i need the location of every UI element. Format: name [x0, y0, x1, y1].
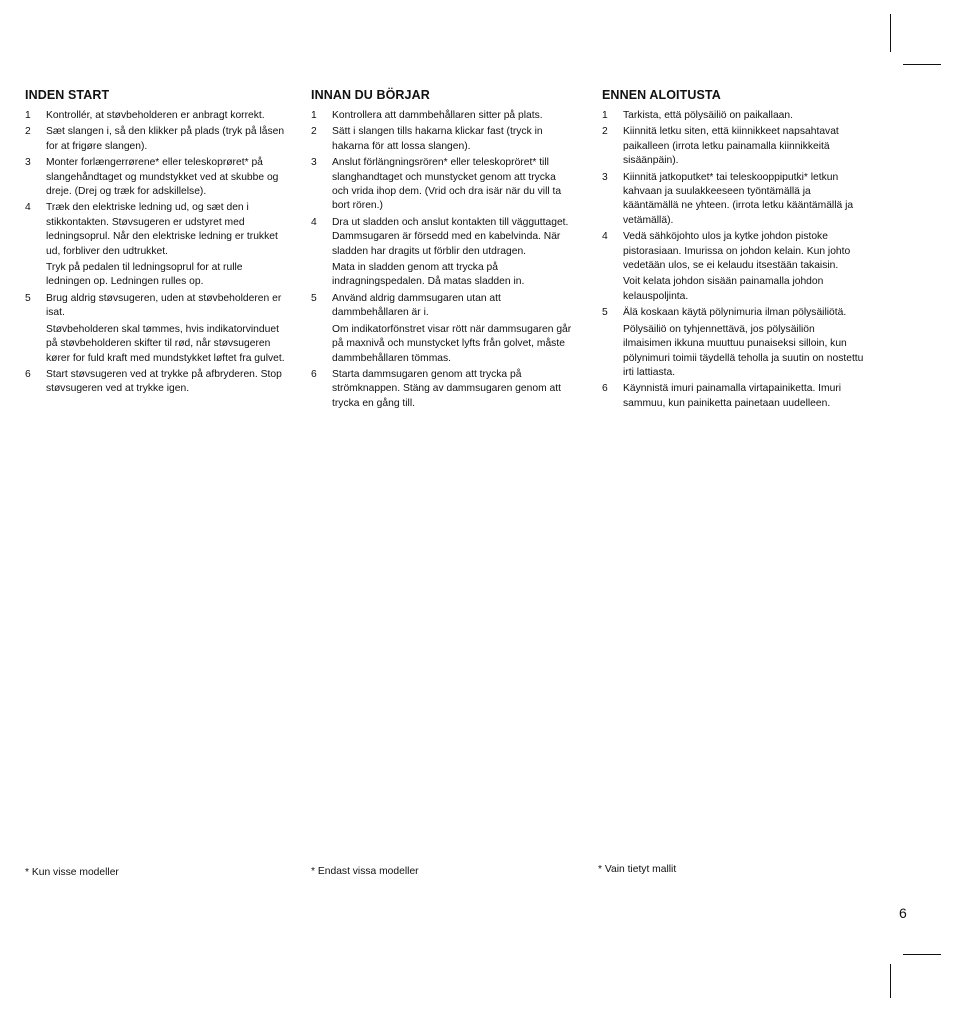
footnote-finnish: * Vain tietyt mallit — [598, 864, 677, 875]
list-item: 2 Sæt slangen i, så den klikker på plads (tryk på låsen for at frigøre slangen). — [25, 126, 285, 152]
list-item: 5 Brug aldrig støvsugeren, uden at støvbeholderen er isat. Støvbeholderen skal tømmes, hvis indikatorvinduet på støvbeholderen skifter til rød, når støvsugeren kører for fuld kraft med mundstykket løftet fra gulvet. — [25, 292, 285, 364]
list-item: 6 Starta dammsugaren genom att trycka på strömknappen. Stäng av dammsugaren genom att trycka en gång till. — [311, 368, 561, 409]
list-item: 2 Sätt i slangen tills hakarna klickar fast (tryck in hakarna för att lossa slangen). — [311, 126, 543, 152]
list-item: 3 Anslut förlängningsrören* eller teleskopröret* till slanghandtaget och munstycket genom att trycka och vrida ihop dem. (Vrid och dra isär när du vill ta bort rören.) — [311, 157, 562, 212]
list-item: 5 Använd aldrig dammsugaren utan att dammbehållaren är i. Om indikatorfönstret visar rött när dammsugaren går på maxnivå och munstycket lyfts från golvet, måste dammbehållaren tömmas. — [311, 292, 572, 364]
list-item: 4 Vedä sähköjohto ulos ja kytke johdon pistoke pistorasiaan. Imurissa on johdon kelain. Kun johto vedetään ulos, se ei kelaudu itsestään takaisin. Voit kelata johdon sisään painamalla johdon kelauspoljinta. — [602, 231, 851, 302]
section-heading: INDEN START — [25, 88, 110, 102]
crop-mark-bottom-vertical — [890, 964, 891, 998]
column-finnish — [602, 88, 864, 413]
crop-mark-bottom-horizontal — [903, 954, 941, 955]
list-item: 3 Monter forlængerrørene* eller teleskoprøret* på slangehåndtaget og mundstykket ved at skubbe og dreje. (Drej og træk for adskillelse). — [25, 157, 279, 198]
list-item: 6 Käynnistä imuri painamalla virtapainiketta. Imuri sammuu, kun painiketta painetaan uudelleen. — [602, 383, 842, 409]
page-number: 6 — [899, 905, 907, 921]
section-heading: ENNEN ALOITUSTA — [602, 88, 721, 102]
footnote-danish: * Kun visse modeller — [25, 867, 119, 878]
list-item: 1 Tarkista, että pölysäiliö on paikallaan. — [602, 110, 793, 121]
list-item: 6 Start støvsugeren ved at trykke på afbryderen. Stop støvsugeren ved at trykke igen. — [25, 368, 282, 395]
column-swedish — [311, 88, 573, 413]
list-item: 1 Kontrollera att dammbehållaren sitter på plats. — [311, 110, 543, 121]
list-item: 2 Kiinnitä letku siten, että kiinnikkeet napsahtavat paikalleen (irrota letku painamalla kiinnikkeitä sisäänpäin). — [602, 126, 839, 167]
list-item: 3 Kiinnitä jatkoputket* tai teleskooppiputki* letkun kahvaan ja suulakkeeseen työntämällä ja kääntämällä ne yhteen. (irrota letku kääntämällä ja vetämällä). — [602, 171, 854, 226]
list-item: 4 Træk den elektriske ledning ud, og sæt den i stikkontakten. Støvsugeren er udstyret med ledningsoprul. Når den elektriske ledning er trukket ud, forbliver den udtrukket. Tryk på pedalen til ledningsoprul for at rulle ledningen op. Ledningen rulles op. — [25, 202, 278, 288]
footnote-swedish: * Endast vissa modeller — [311, 866, 419, 877]
list-item: 1 Kontrollér, at støvbeholderen er anbragt korrekt. — [25, 110, 265, 121]
list-item: 5 Älä koskaan käytä pölynimuria ilman pölysäiliötä. Pölysäiliö on tyhjennettävä, jos pölysäiliön ilmaisimen ikkuna muuttuu punaiseksi silloin, kun pölynimuri toimii täydellä teholla ja suutin on nostettu irti lattiasta. — [602, 307, 864, 378]
crop-mark-top-vertical — [890, 14, 891, 52]
section-heading: INNAN DU BÖRJAR — [311, 88, 430, 102]
list-item: 4 Dra ut sladden och anslut kontakten till vägguttaget. Dammsugaren är försedd med en kabelvinda. När sladden har dragits ut förblir den utdragen. Mata in sladden genom att trycka på indragningspedalen. Då matas sladden in. — [311, 216, 569, 288]
crop-mark-top-horizontal — [903, 64, 941, 65]
column-danish — [25, 88, 287, 399]
